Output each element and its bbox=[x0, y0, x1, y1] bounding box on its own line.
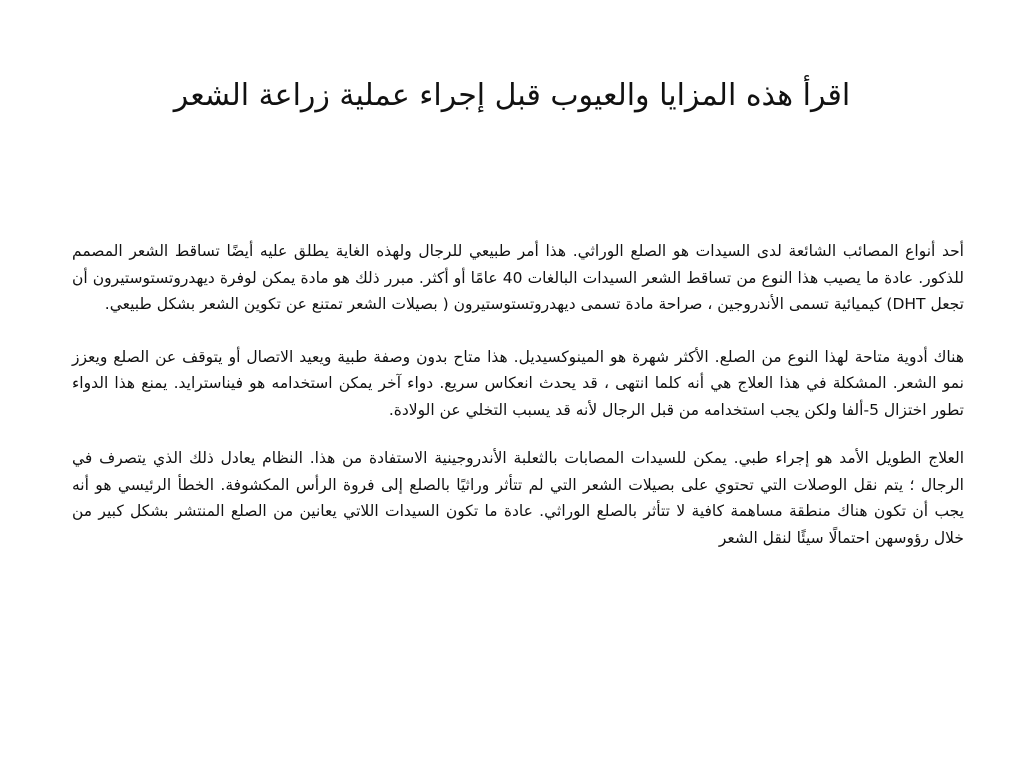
slide-title: اقرأ هذه المزايا والعيوب قبل إجراء عملية زراعة الشعر bbox=[173, 78, 851, 113]
paragraph-medications: هناك أدوية متاحة لهذا النوع من الصلع. الأكثر شهرة هو المينوكسيديل. هذا متاح بدون وصفة طبية ويعيد الاتصال أو يتوقف عن الصلع ويعزز نمو الشعر. المشكلة في هذا العلاج هي أنه كلما انتهى ، قد يحدث انعكاس سريع. دواء آخر يمكن استخدامه هو فيناسترايد. يمنع هذا الدواء تطور اختزال 5-ألفا ولكن يجب استخدامه من قبل الرجال لأنه قد يسبب التخلي عن الولادة. bbox=[72, 347, 964, 419]
paragraph-surgical-treatment: العلاج الطويل الأمد هو إجراء طبي. يمكن للسيدات المصابات بالثعلبة الأندروجينية الاستفادة من هذا. النظام يعادل ذلك الذي يتصرف في الرجال ؛ يتم نقل الوصلات التي تحتوي على بصيلات الشعر التي لم تتأثر وراثيًا بالصلع إلى فروة الرأس المكشوفة. الخطأ الرئيسي هو أنه يجب أن تكون هناك منطقة مساهمة كافية لا تتأثر بالصلع الوراثي. عادة ما تكون السيدات اللاتي يعانين من الصلع المنتشر بشكل كبير من خلال رؤوسهن احتمالًا سيئًا لنقل الشعر bbox=[72, 449, 964, 547]
slide-body bbox=[72, 238, 964, 573]
paragraph-hereditary-baldness: أحد أنواع المصائب الشائعة لدى السيدات هو الصلع الوراثي. هذا أمر طبيعي للرجال ولهذه الغاية يطلق عليه أيضًا تساقط الشعر المصمم للذكور. عادة ما يصيب هذا النوع من تساقط الشعر السيدات البالغات 40 عامًا أو أكثر. مبرر ذلك هو مادة يمكن لوفرة ديهدروتستوستيرون أن تجعل DHT) كيميائية تسمى الأندروجين ، صراحة مادة تسمى ديهدروتستوستيرون ( بصيلات الشعر تمتنع عن تكوين الشعر بشكل طبيعي. bbox=[72, 242, 964, 313]
